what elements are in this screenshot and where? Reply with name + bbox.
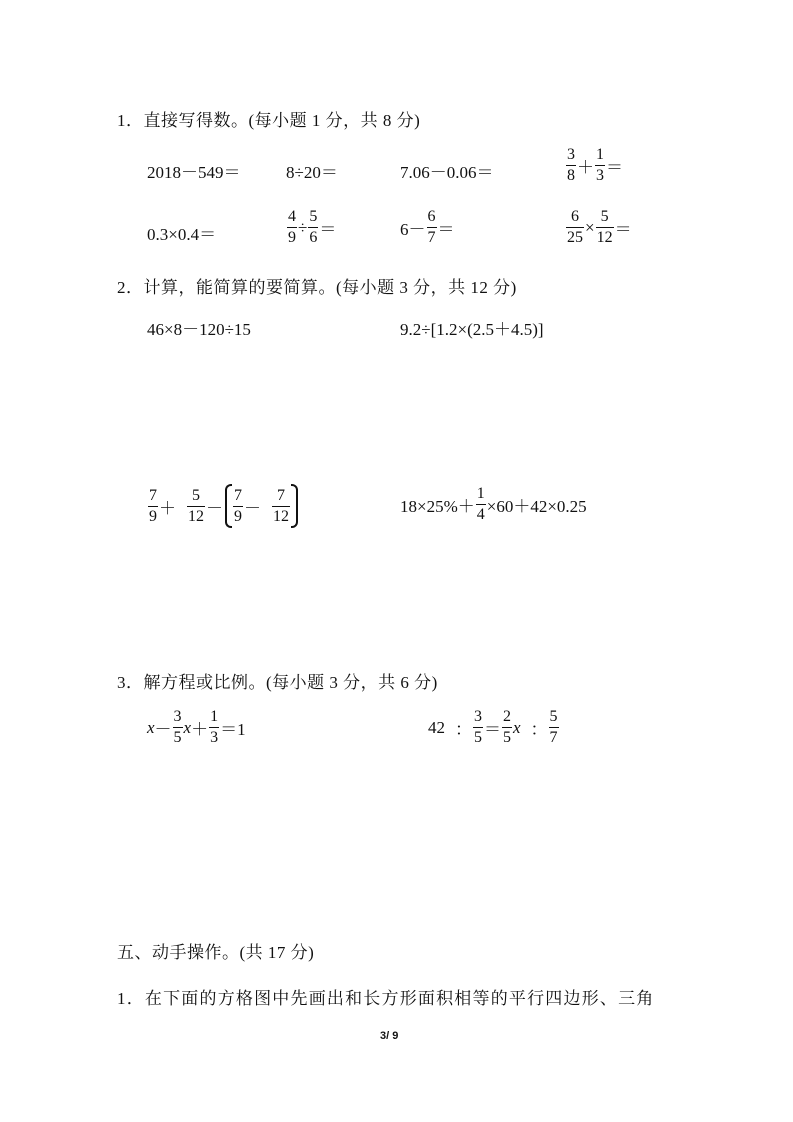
frac-den: 12: [188, 507, 204, 525]
operator: ＋: [191, 720, 209, 739]
frac-num: 3: [474, 708, 482, 725]
frac-num: 2: [503, 708, 511, 725]
lead-term: 42: [428, 717, 445, 737]
calc-2d: [400, 486, 587, 523]
ratio-colon: ：: [455, 720, 472, 739]
frac-den: 25: [567, 229, 583, 246]
frac-num: 3: [567, 146, 575, 163]
equals: ＝: [606, 158, 623, 177]
equation-3b: [428, 709, 560, 746]
calc-1b: 8÷20＝: [286, 163, 338, 182]
tail-term: ×60＋42×0.25: [486, 497, 587, 516]
operator: ÷: [298, 217, 308, 237]
frac-num: 1: [476, 485, 485, 502]
frac-den: 9: [288, 229, 296, 246]
frac-num: 7: [234, 486, 242, 504]
equation-3a: [147, 709, 246, 746]
frac-den: 7: [427, 229, 436, 246]
calc-1g: [400, 209, 455, 246]
calc-1c: 7.06－0.06＝: [400, 163, 494, 182]
frac-den: 9: [234, 507, 242, 525]
frac-den: 8: [567, 167, 575, 184]
calc-1a: 2018－549＝: [147, 163, 241, 182]
section-5-title: 五、动手操作。(共 17 分): [117, 943, 315, 962]
frac-num: 6: [427, 208, 436, 225]
equals: ＝: [437, 220, 455, 239]
frac-num: 7: [277, 486, 285, 504]
frac-den: 7: [549, 729, 558, 746]
operator: －: [206, 498, 223, 518]
equals: ＝: [484, 720, 501, 739]
frac-den: 5: [474, 729, 482, 746]
equals: ＝: [614, 220, 632, 239]
variable-x: x: [513, 717, 521, 737]
calc-1d: [565, 147, 623, 184]
ratio-colon: ：: [530, 720, 548, 739]
question-3-title: 3．解方程或比例。(每小题 3 分，共 6 分): [117, 673, 438, 692]
question-2-title: 2．计算，能简算的要简算。(每小题 3 分，共 12 分): [117, 278, 517, 297]
operator: －: [154, 720, 172, 739]
calc-2a: 46×8－120÷15: [147, 320, 251, 339]
frac-den: 3: [596, 167, 604, 184]
frac-num: 1: [596, 146, 604, 163]
frac-num: 5: [309, 208, 318, 225]
tail-term: ＝1: [220, 720, 246, 739]
frac-num: 6: [571, 208, 579, 225]
page-number: 3/ 9: [380, 1030, 399, 1042]
section-5-question-1: 1．在下面的方格图中先画出和长方形面积相等的平行四边形、三角: [117, 989, 655, 1008]
frac-den: 9: [149, 507, 157, 525]
calc-1h: [565, 209, 632, 246]
variable-x: x: [183, 717, 192, 737]
frac-den: 5: [173, 729, 182, 746]
frac-den: 3: [210, 729, 219, 746]
calc-1e: 0.3×0.4＝: [147, 225, 217, 244]
equals: ＝: [319, 220, 337, 239]
frac-num: 7: [149, 486, 157, 504]
operator: ＋: [577, 158, 594, 177]
variable-x: x: [147, 717, 155, 737]
calc-1f: [286, 209, 336, 246]
operator: ＋: [159, 498, 176, 518]
frac-num: 3: [173, 708, 182, 725]
frac-den: 6: [309, 229, 318, 246]
right-paren-icon: [291, 484, 298, 528]
operator: －: [244, 498, 261, 518]
frac-den: 12: [596, 229, 613, 246]
question-1-title: 1．直接写得数。(每小题 1 分，共 8 分): [117, 111, 421, 130]
frac-num: 1: [210, 708, 219, 725]
operator: ×: [585, 217, 595, 237]
calc-2c: [147, 484, 300, 528]
frac-num: 5: [549, 708, 558, 725]
frac-num: 4: [288, 208, 296, 225]
frac-den: 5: [503, 729, 511, 746]
lead-term: 18×25%＋: [400, 497, 475, 516]
calc-2b: 9.2÷[1.2×(2.5＋4.5)]: [400, 320, 544, 339]
frac-den: 12: [273, 507, 289, 525]
left-paren-icon: [225, 484, 232, 528]
lead-term: 6－: [400, 220, 426, 239]
frac-den: 4: [476, 506, 485, 523]
frac-num: 5: [600, 208, 609, 225]
frac-num: 5: [192, 486, 200, 504]
